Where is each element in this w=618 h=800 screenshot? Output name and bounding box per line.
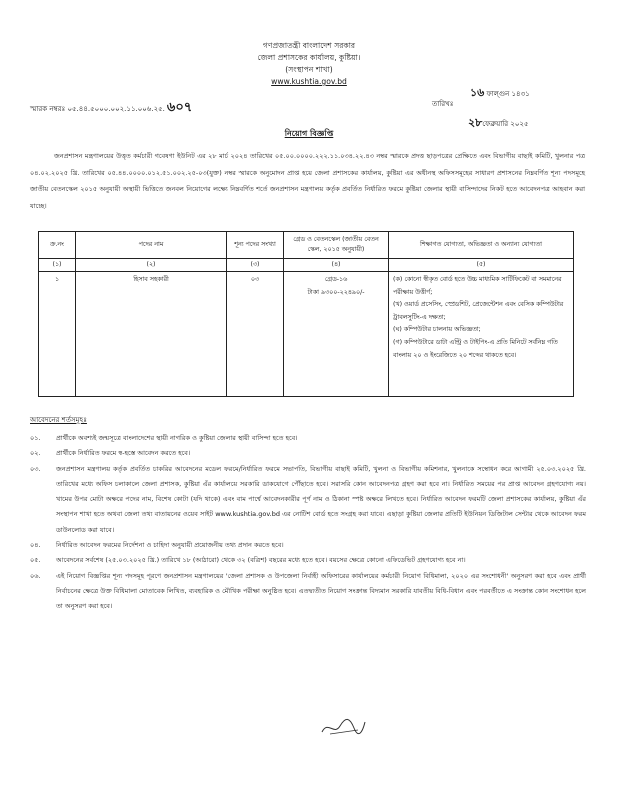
memo-label: স্মারক নম্বরঃ	[30, 105, 66, 113]
condition-number: ০৫.	[30, 556, 41, 565]
cell-grade	[284, 272, 389, 397]
english-day: ২৮	[468, 116, 483, 129]
table-number-row	[39, 259, 574, 272]
condition-number: ০৩.	[30, 464, 41, 473]
pay-scale: টাকা ৯৩০০-২২৪৯০/-	[307, 288, 365, 296]
condition-text: জনপ্রশাসন মন্ত্রণালয় কর্তৃক প্রবর্তিত চাকরির আবেদনের মডেল ফরমে/নির্ধারিত ফরমে সভাপতি, বিভাগীয় বাছাই কমিটি, খুলনা ও বিভাগীয় কমিশনার, খুলনাকে সম্বোধন করে আগামী ২৫.০৩.২০২৫ খ্রি. তারিখের মধ্যে অফিস চলাকালে জেলা প্রশাসক, কুষ্টিয়া এঁর কার্যালয়ে সরকারি ডাকযোগে পৌঁছাতে হবে। সরাসরি কোন আবেদনপত্র গ্রহণ করা হবে না। নির্ধারিত সময়ের পর প্রাপ্ত আবেদন গ্রহণযোগ্য নয়। খামের উপর মোটা অক্ষরে পদের নাম, বিশেষ কোটা (যদি থাকে) এবং বাম পার্শ্বে আবেদনকারীর পূর্ণ নাম ও ঠিকানা স্পষ্ট অক্ষরে লিখতে হবে। নির্ধারিত আবেদন ফরমটি জেলা প্রশাসকের কার্যালয়, কুষ্টিয়া এঁর সংস্থাপন শাখা হতে অথবা জেলা তথ্য বাতায়নের ওয়েব সাইট www.kushtia.gov.bd এর নোটিশ বোর্ড হতে সংগ্রহ করা যাবে। এছাড়া কুষ্টিয়া জেলার প্রতিটি ইউনিয়ন ডিজিটাল সেন্টার থেকে আবেদন ফরম ডাউনলোড করা যাবে।	[56, 464, 586, 534]
list-item	[30, 446, 586, 461]
website-link[interactable]: www.kushtia.gov.bd	[271, 77, 347, 86]
intro-text: জনপ্রশাসন মন্ত্রণালয়ের উত্তৃত কর্মচারী গবেষণা ইউনিট এর ২৮ মার্চ ২০২৪ তারিখের ০৫.০০.০০০০.২২২.১১.০৩৪.২২.৪৩ নম্বর স্মারকে প্রদত্ত ছাড়পত্রের প্রেক্ষিতে এবং বিভাগীয় বাছাই কমিটি, খুলনার পত্র ০৪.০২.২০২৫ খ্রি. তারিখের ০৫.৪৪.০০০০.০১২.৫১.০০২.২৫-০৩(যুক্ত) নম্বর স্মারকে অনুমোদন প্রাপ্ত হয়ে জেলা প্রশাসকের কার্যালয়, কুষ্টিয়া এর অধীনস্থ অফিসসমূহের সাধারণ প্রশাসনের নিম্নবর্ণিত শূন্য পদসমূহে জাতীয় বেতনস্কেল ২০১৫ অনুযায়ী অস্থায়ী ভিত্তিতে জনবল নিয়োগের লক্ষ্যে নিম্নবর্ণিত শর্তে জনপ্রশাসন মন্ত্রণালয় কর্তৃক প্রবর্তিত নির্ধারিত ফরমে কুষ্টিয়া জেলার স্থায়ী বাসিন্দাদের নিকট হতে আবেদনপত্র আহবান করা যাচ্ছে।	[30, 152, 585, 210]
col-number: (২)	[76, 259, 227, 272]
intro-paragraph	[30, 148, 585, 214]
condition-text: প্রার্থীকে অবশ্যই জন্মসূত্রে বাংলাদেশের স্থায়ী নাগরিক ও কুষ্টিয়া জেলার স্থায়ী বাসিন্দা হতে হবে।	[56, 434, 298, 442]
col-number: (৪)	[284, 259, 389, 272]
header-serial: ক্র.নং	[39, 232, 76, 259]
conditions-heading: আবেদনের শর্তসমূহঃ	[30, 416, 87, 424]
memo-value: ০৫.৪৪.৫০০০.০০২.১১.০০৬.২৫.	[67, 105, 165, 113]
condition-number: ০২.	[30, 449, 41, 458]
govt-name: গণপ্রজাতন্ত্রী বাংলাদেশ সরকার	[262, 41, 356, 50]
letterhead	[0, 40, 618, 88]
condition-number: ০৬.	[30, 571, 41, 580]
cell-count: ০৩	[227, 272, 284, 397]
condition-number: ০১.	[30, 434, 41, 442]
bangla-month-year: ফাল্গুন ১৪৩১	[486, 90, 530, 98]
signature-mark	[318, 714, 368, 740]
list-item	[30, 431, 586, 446]
date-label: তারিখঃ	[432, 100, 454, 108]
col-number: (১)	[39, 259, 76, 272]
table-row	[39, 272, 574, 397]
english-month-year: ফেব্রুয়ারি ২০২৫	[482, 120, 529, 128]
office-name: জেলা প্রশাসকের কার্যালয়, কুষ্টিয়া।	[257, 53, 361, 62]
condition-number: ০৪.	[30, 541, 41, 550]
header-qualification: শিক্ষাগত যোগ্যতা, অভিজ্ঞতা ও অন্যান্য যোগ্যতা	[389, 232, 574, 259]
list-item	[30, 462, 586, 538]
bangla-day: ১৬	[470, 86, 485, 99]
col-number: (৩)	[227, 259, 284, 272]
condition-text: নির্ধারিত আবেদন ফরমের নির্দেশনা ও চাহিদা অনুযায়ী প্রয়োজনীয় তথ্য প্রদান করতে হবে।	[56, 541, 284, 550]
conditions-list	[30, 431, 586, 615]
header-post: পদের নাম	[76, 232, 227, 259]
qualification-item: (ঘ) কম্পিউটার চালনায় অভিজ্ঞতা;	[393, 326, 481, 334]
notice-title: নিয়োগ বিজ্ঞপ্তি	[284, 129, 334, 138]
list-item	[30, 538, 586, 553]
cell-qualification	[389, 272, 574, 397]
qualification-item: (খ) ওয়ার্ড প্রসেসিং, স্প্রেডশিট, প্রেজেন্টেশন এবং বেসিক কম্পিউটার ট্রাবলসুটিং-এ দক্ষতা;	[393, 301, 564, 321]
list-item	[30, 569, 586, 615]
cell-serial: ১	[39, 272, 76, 397]
memo-number	[30, 98, 192, 119]
header-count: শূন্য পদের সংখ্যা	[227, 232, 284, 259]
memo-handwritten-number: ৬০৭	[166, 100, 193, 115]
condition-text: এই নিয়োগ বিজ্ঞপ্তির শূন্য পদসমূহ পূরণে জনপ্রশাসন মন্ত্রণালয়ের 'জেলা প্রশাসক ও উপজেলা নির্বাহী অফিসারের কার্যালয়ের কর্মচারী নিয়োগ বিধিমালা, ২০২০ এর সংশোধনী' অনুসরণ করা হবে এবং প্রার্থী নির্বাচনের ক্ষেত্রে উক্ত বিধিমালা মোতাবেক লিখিত, ব্যবহারিক ও মৌখিক পরীক্ষা অনুষ্ঠিত হবে। এতদ্ব্যতীত নিয়োগ সংক্রান্ত বিদ্যমান সরকারি যাবতীয় বিধি-বিধান এবং পরবর্তীতে এ সংক্রান্ত কোন সংশোধন হলে তা অনুসরণ করা হবে।	[56, 571, 586, 611]
list-item	[30, 553, 586, 568]
table-header-row	[39, 232, 574, 259]
vacancy-table	[38, 231, 574, 397]
condition-text: প্রার্থীকে নির্ধারিত ফরমে স্ব-হস্তে আবেদন করতে হবে।	[56, 449, 191, 458]
grade-value: গ্রেড-১৬	[324, 276, 348, 283]
col-number: (৫)	[389, 259, 574, 272]
cell-post: হিসাব সহকারী	[76, 272, 227, 397]
condition-text: আবেদনের সর্বশেষ (২৫.০৩.২০২৫ খ্রি.) তারিখে ১৮ (আঠারো) থেকে ৩২ (বত্রিশ) বছরের মধ্যে হতে হবে। বয়সের ক্ষেত্রে কোনো এফিডেভিট গ্রহণযোগ্য হবে না।	[56, 556, 466, 565]
branch-name: (সংস্থাপন শাখা)	[285, 65, 333, 74]
header-grade: গ্রেড ও বেতনস্কেল (জাতীয় বেতন স্কেল, ২০১৫ অনুযায়ী)	[284, 232, 389, 259]
qualification-item: (গ) কম্পিউটারে ডাটা এন্ট্রি ও টাইপিং-এ প্রতি মিনিটে সর্বনিম্ন গতি বাংলায় ২০ ও ইংরেজিতে ২০ শব্দের থাকতে হবে।	[393, 338, 558, 359]
qualification-item: (ক) কোনো স্বীকৃত বোর্ড হতে উচ্চ মাধ্যমিক সার্টিফিকেট বা সমমানের পরীক্ষায় উত্তীর্ণ;	[393, 276, 562, 296]
